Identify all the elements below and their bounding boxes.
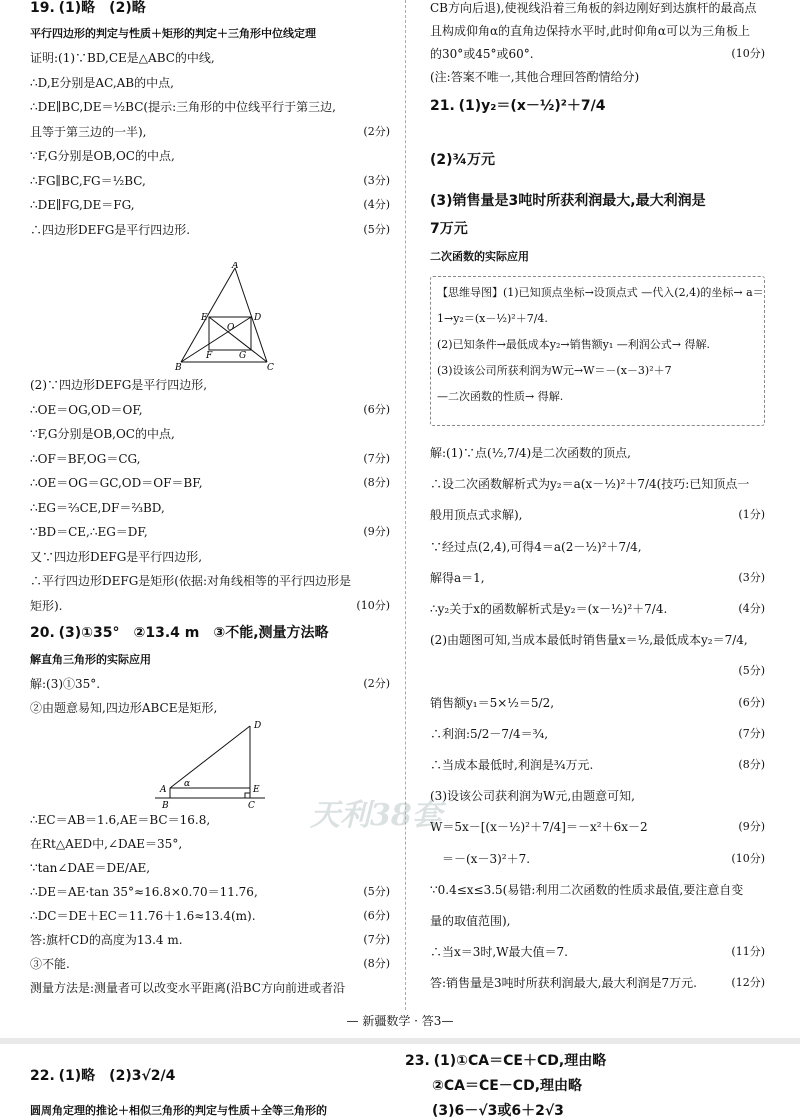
solution-text: ∴当x＝3时,W最大值＝7.	[430, 945, 569, 960]
fig-label-g: G	[239, 351, 247, 361]
solution-text: CB方向后退),使视线沿着三角板的斜边刚好到达旗杆的最高点	[430, 1, 757, 15]
solution-line	[430, 46, 765, 62]
solution-line	[30, 908, 390, 924]
solution-text: 解得a＝1,	[430, 570, 485, 585]
score-points: (2分)	[363, 677, 390, 690]
score-points: (6分)	[363, 909, 390, 922]
score-points: (7分)	[363, 451, 390, 465]
page-footer: — 新疆数学 · 答3—	[346, 1014, 454, 1028]
solution-text: ∵经过点(2,4),可得4＝a(2－½)²＋7/4,	[430, 539, 642, 554]
solution-text: 答:销售量是3吨时所获利润最大,最大利润是7万元.	[430, 976, 697, 991]
solution-line	[30, 884, 390, 900]
solution-text: ∵F,G分别是OB,OC的中点,	[30, 427, 175, 441]
solution-line	[30, 700, 390, 716]
solution-text: 解:(1)∵点(½,7/4)是二次函数的顶点,	[430, 446, 631, 460]
solution-line	[430, 507, 765, 523]
solution-text: ∴OE＝OG,OD＝OF,	[30, 402, 143, 417]
solution-line	[430, 23, 765, 39]
solution-text: 解:(3)①35°.	[30, 677, 101, 691]
solution-text: ∴四边形DEFG是平行四边形.	[30, 222, 191, 237]
mind-map-line: (2)已知条件→最低成本y₂→销售额y₁ —利润公式→ 得解.	[437, 338, 710, 351]
solution-text: ②由题意易知,四边形ABCE是矩形,	[30, 701, 218, 715]
publisher-watermark	[300, 770, 460, 860]
solution-line	[30, 524, 390, 540]
solution-line	[430, 913, 765, 929]
q22-topic: 圆周角定理的推论＋相似三角形的判定与性质＋全等三角形的	[30, 1104, 327, 1117]
solution-text: 矩形).	[30, 598, 63, 613]
q19-answer: (1)略 (2)略	[58, 0, 146, 16]
solution-text: ∵BD＝CE,∴EG＝DF,	[30, 525, 148, 539]
q20-answer: (3)①35° ②13.4 m ③不能,测量方法略	[58, 625, 329, 641]
score-points: (2分)	[363, 124, 390, 138]
solution-line	[430, 445, 765, 461]
solution-line	[30, 549, 390, 565]
solution-text: ＝－(x－3)²＋7.	[430, 851, 531, 866]
watermark-text: 天利38套	[310, 798, 442, 833]
q23-header	[405, 1053, 785, 1073]
solution-text: ∴DE∥BC,DE＝½BC(提示:三角形的中位线平行于第三边,	[30, 100, 336, 114]
solution-line	[430, 975, 765, 991]
score-points: (8分)	[363, 476, 390, 489]
fig20-label-d: D	[254, 721, 262, 731]
q21-number: 21.	[430, 98, 455, 114]
solution-line	[430, 851, 765, 867]
fig-label-e: E	[201, 313, 208, 323]
score-points: (10分)	[356, 598, 390, 612]
solution-text: 且构成仰角α的直角边保持水平时,此时仰角α可以为三角板上	[430, 24, 751, 38]
fig-label-c: C	[267, 363, 274, 372]
score-points: (10分)	[731, 851, 765, 865]
solution-text: ∴当成本最低时,利润是¾万元.	[430, 758, 594, 772]
page-break-band	[0, 1038, 800, 1044]
fig-label-d: D	[254, 313, 262, 323]
score-points: (3分)	[738, 570, 765, 584]
solution-text: 量的取值范围),	[430, 914, 511, 928]
q19-header	[30, 0, 390, 18]
score-points: (9分)	[363, 525, 390, 538]
solution-line	[30, 197, 390, 213]
solution-line	[430, 632, 765, 648]
q20-topic: 解直角三角形的实际应用	[30, 653, 151, 666]
solution-line	[30, 980, 390, 996]
q19-figure	[175, 262, 275, 372]
q22-header	[30, 1068, 390, 1088]
solution-line	[30, 50, 390, 66]
q23-number: 23.	[405, 1053, 430, 1069]
solution-text: 测量方法是:测量者可以改变水平距离(沿BC方向前进或者沿	[30, 981, 345, 995]
solution-text: ∵tan∠DAE＝DE/AE,	[30, 861, 151, 875]
solution-line	[30, 475, 390, 491]
score-points: (4分)	[738, 602, 765, 615]
mind-map-line: 【思维导图】(1)已知顶点坐标→设顶点式 —代入(2,4)的坐标→ a＝	[437, 286, 764, 299]
solution-text: (注:答案不唯一,其他合理回答酌情给分)	[430, 70, 640, 84]
fig-label-o: O	[227, 323, 235, 333]
solution-text: ∵F,G分别是OB,OC的中点,	[30, 149, 175, 163]
q21-answer-2: (2)¾万元	[430, 152, 496, 168]
score-points: (7分)	[363, 933, 390, 946]
q21-answer-3b: 7万元	[430, 221, 468, 237]
score-points: (12分)	[731, 976, 765, 990]
solution-line	[30, 860, 390, 876]
fig-label-b: B	[175, 363, 182, 372]
q19-number: 19.	[30, 0, 55, 16]
score-points: (6分)	[738, 695, 765, 709]
q23-line2: ②CA＝CE－CD,理由略	[432, 1078, 583, 1094]
solution-text: 在Rt△AED中,∠DAE＝35°,	[30, 837, 183, 851]
score-points: (10分)	[731, 47, 765, 60]
solution-text: 销售额y₁＝5×½＝5/2,	[430, 695, 555, 710]
solution-text: 的30°或45°或60°.	[430, 47, 534, 61]
solution-line	[30, 573, 390, 589]
solution-text: 又∵四边形DEFG是平行四边形,	[30, 549, 203, 564]
solution-text: ∴DC＝DE＋EC＝11.76＋1.6≈13.4(m).	[30, 909, 256, 923]
q21-answer-3a: (3)销售量是3吨时所获利润最大,最大利润是	[430, 193, 706, 209]
q23-line1: (1)①CA＝CE＋CD,理由略	[433, 1053, 607, 1069]
solution-text: ∵0.4≤x≤3.5(易错:利用二次函数的性质求最值,要注意自变	[430, 882, 744, 897]
solution-text: ∴平行四边形DEFG是矩形(依据:对角线相等的平行四边形是	[30, 574, 352, 588]
fig20-label-b: B	[162, 801, 169, 810]
solution-text: ∴设二次函数解析式为y₂＝a(x－½)²＋7/4(技巧:已知顶点一	[430, 477, 750, 492]
mind-map-line: (3)设该公司所获利润为W元→W＝－(x－3)²＋7	[437, 364, 672, 377]
solution-line	[430, 944, 765, 960]
q21-topic: 二次函数的实际应用	[430, 250, 529, 263]
mind-map-line: 1→y₂＝(x－½)²＋7/4.	[437, 312, 548, 325]
solution-line	[430, 819, 765, 835]
mind-map-line: —二次函数的性质→ 得解.	[437, 390, 564, 403]
solution-text: 般用顶点式求解),	[430, 508, 523, 523]
score-points: (3分)	[363, 173, 390, 187]
solution-text: ∴EG＝⅔CE,DF＝⅔BD,	[30, 500, 165, 515]
solution-line	[30, 426, 390, 442]
solution-line	[30, 148, 390, 164]
solution-line	[30, 75, 390, 91]
solution-text: ③不能.	[30, 957, 70, 971]
solution-line	[430, 69, 765, 85]
solution-line	[30, 500, 390, 516]
score-points: (5分)	[738, 664, 765, 678]
score-points: (5分)	[363, 885, 390, 898]
score-points: (8分)	[738, 758, 765, 771]
q22-number: 22.	[30, 1068, 55, 1084]
score-points: (7分)	[738, 726, 765, 740]
solution-line	[30, 124, 390, 140]
solution-text: ∴OE＝OG＝GC,OD＝OF＝BF,	[30, 476, 203, 490]
mind-map-box	[430, 276, 765, 426]
score-points: (5分)	[363, 222, 390, 236]
solution-line	[430, 882, 765, 898]
q21-answer-1: (1)y₂＝(x－½)²＋7/4	[458, 98, 606, 114]
fig20-label-c: C	[248, 801, 255, 810]
solution-text: 且等于第三边的一半),	[30, 124, 147, 139]
solution-line	[30, 99, 390, 115]
q20-header	[30, 625, 390, 643]
solution-line	[30, 932, 390, 948]
score-points: (6分)	[363, 402, 390, 416]
fig-label-a: A	[232, 262, 239, 271]
q23-line3: (3)6－√3或6＋2√3	[432, 1103, 564, 1119]
solution-text: 答:旗杆CD的高度为13.4 m.	[30, 933, 183, 947]
solution-text: ∴EC＝AB＝1.6,AE＝BC＝16.8,	[30, 813, 211, 827]
fig20-label-alpha: α	[184, 779, 191, 789]
solution-text: ∴D,E分别是AC,AB的中点,	[30, 75, 174, 90]
score-points: (8分)	[363, 957, 390, 970]
solution-text: W＝5x－[(x－½)²＋7/4]＝－x²＋6x－2	[430, 820, 648, 835]
score-points: (11分)	[731, 945, 765, 959]
solution-line	[430, 757, 765, 773]
solution-line	[30, 451, 390, 467]
solution-line	[30, 377, 390, 393]
solution-text: ∴y₂关于x的函数解析式是y₂＝(x－½)²＋7/4.	[430, 602, 668, 616]
solution-line	[430, 570, 765, 586]
solution-text: (2)由题图可知,当成本最低时销售量x＝½,最低成本y₂＝7/4,	[430, 633, 748, 648]
solution-text: 证明:(1)∵BD,CE是△ABC的中线,	[30, 51, 215, 65]
q20-number: 20.	[30, 625, 55, 641]
solution-line	[430, 0, 765, 16]
q21-answer-1-row	[430, 98, 765, 120]
solution-text: ∴DE＝AE·tan 35°≈16.8×0.70＝11.76,	[30, 885, 258, 899]
q20-figure	[150, 718, 270, 810]
solution-line	[430, 539, 765, 555]
score-points: (9分)	[738, 820, 765, 834]
fig20-label-e: E	[253, 785, 260, 795]
solution-line	[30, 598, 390, 614]
solution-text: ∴OF＝BF,OG＝CG,	[30, 451, 141, 466]
q22-answer: (1)略 (2)3√2/4	[58, 1068, 176, 1084]
solution-line	[30, 402, 390, 418]
solution-line	[430, 476, 765, 492]
solution-text: (3)设该公司获利润为W元,由题意可知,	[430, 789, 635, 804]
score-points: (1分)	[738, 508, 765, 522]
solution-line	[430, 601, 765, 617]
solution-line	[430, 695, 765, 711]
solution-line	[30, 676, 390, 692]
solution-text: ∴FG∥BC,FG＝½BC,	[30, 173, 146, 188]
fig-label-f: F	[206, 351, 213, 361]
solution-text: ∴利润:5/2－7/4＝¾,	[430, 726, 549, 741]
score-points: (4分)	[363, 198, 390, 211]
solution-line	[430, 726, 765, 742]
solution-line	[30, 173, 390, 189]
solution-line	[30, 956, 390, 972]
solution-text: (2)∵四边形DEFG是平行四边形,	[30, 378, 208, 392]
solution-line	[30, 222, 390, 238]
solution-text: ∴DE∥FG,DE＝FG,	[30, 198, 135, 212]
q19-topic: 平行四边形的判定与性质＋矩形的判定＋三角形中位线定理	[30, 27, 316, 40]
solution-line	[430, 788, 765, 804]
fig20-label-a: A	[160, 785, 167, 795]
